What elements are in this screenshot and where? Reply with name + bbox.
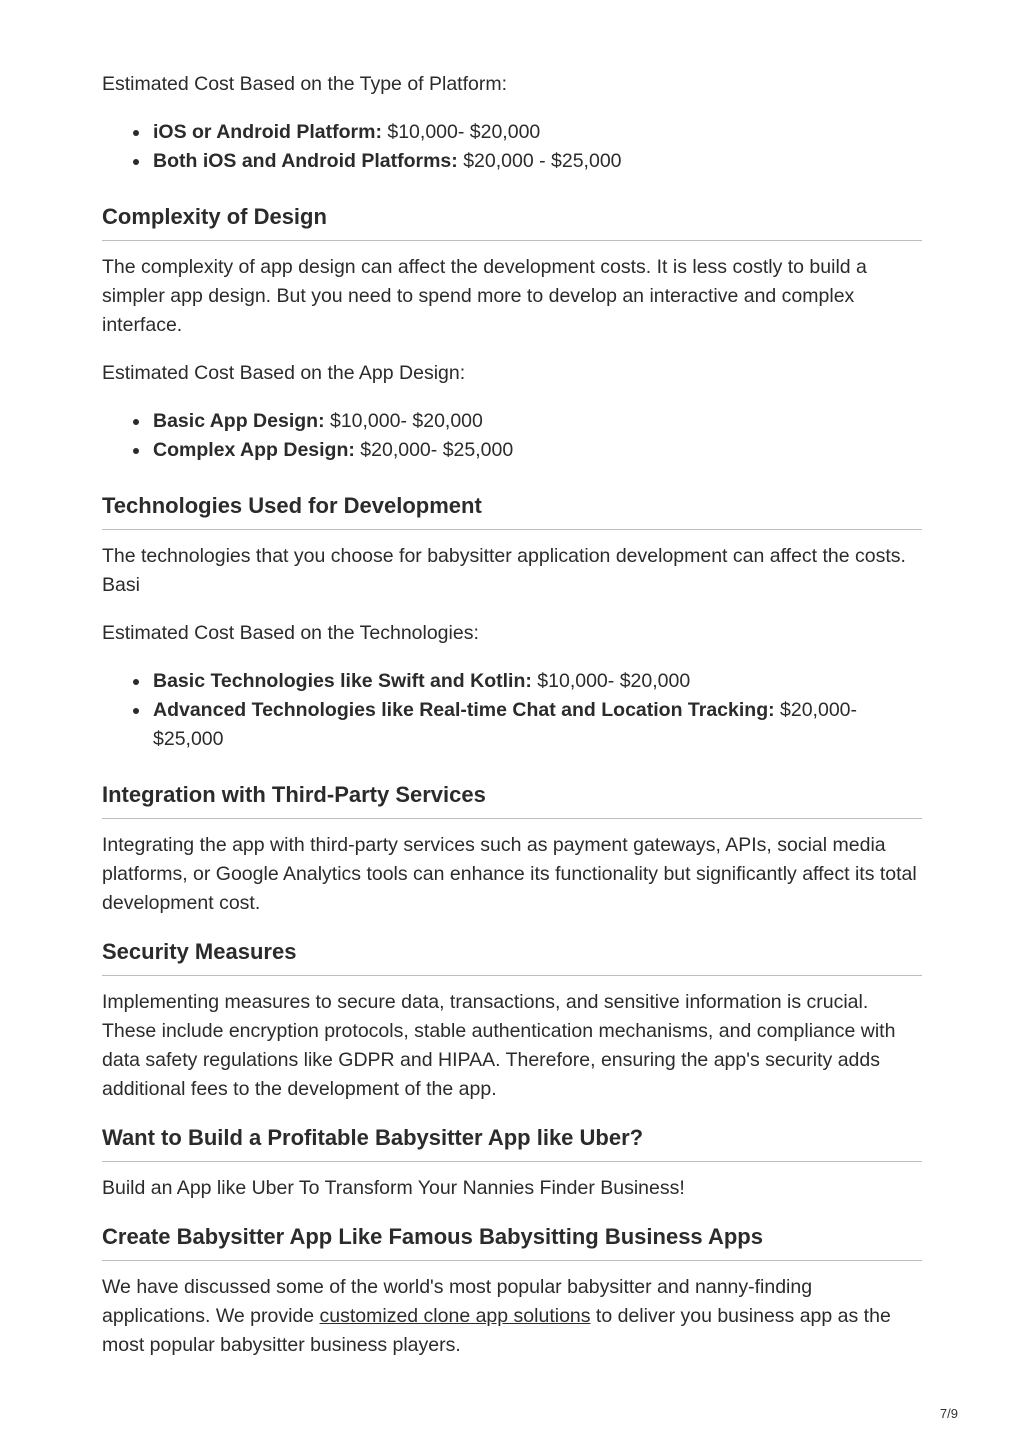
- section-body: Integrating the app with third-party services such as payment gateways, APIs, social media platforms, or Google Analytics tools can enhance its functionality but significantly affect its total development cost.: [102, 834, 917, 914]
- document-page: [102, 70, 922, 1379]
- design-cost-intro: Estimated Cost Based on the App Design:: [102, 362, 466, 384]
- section-body: The technologies that you choose for babysitter application development can affect the costs. Basi: [102, 545, 906, 596]
- section-heading: Complexity of Design: [102, 202, 922, 241]
- platform-cost-intro: Estimated Cost Based on the Type of Platform:: [102, 73, 508, 95]
- section-integration: [102, 780, 922, 918]
- section-design: [102, 202, 922, 465]
- list-item: iOS or Android Platform: $10,000- $20,000: [153, 118, 922, 147]
- list-item: Both iOS and Android Platforms: $20,000 - $25,000: [153, 147, 922, 176]
- section-body: The complexity of app design can affect the development costs. It is less costly to build a simpler app design. But you need to spend more to develop an interactive and complex interface.: [102, 256, 867, 336]
- technologies-cost-intro: Estimated Cost Based on the Technologies:: [102, 622, 479, 644]
- clone-app-solutions-link[interactable]: customized clone app solutions: [319, 1305, 591, 1327]
- section-body: Implementing measures to secure data, transactions, and sensitive information is crucial. These include encryption protocols, stable authentication mechanisms, and compliance with data safety regulations like GDPR and HIPAA. Therefore, ensuring the app's security adds additional fees to the development of the app.: [102, 991, 896, 1100]
- section-heading: Integration with Third-Party Services: [102, 780, 922, 819]
- list-item: Complex App Design: $20,000- $25,000: [153, 436, 922, 465]
- section-heading: Create Babysitter App Like Famous Babysitting Business Apps: [102, 1222, 922, 1261]
- section-security: [102, 937, 922, 1104]
- section-create: [102, 1222, 922, 1360]
- list-item: Advanced Technologies like Real-time Chat and Location Tracking: $20,000- $25,000: [153, 696, 922, 754]
- list-item: Basic Technologies like Swift and Kotlin: $10,000- $20,000: [153, 667, 922, 696]
- page-number: 7/9: [939, 1406, 958, 1421]
- section-cta: [102, 1123, 922, 1203]
- section-body: Build an App like Uber To Transform Your Nannies Finder Business!: [102, 1177, 685, 1199]
- section-heading: Security Measures: [102, 937, 922, 976]
- list-item: Basic App Design: $10,000- $20,000: [153, 407, 922, 436]
- section-heading: Want to Build a Profitable Babysitter App like Uber?: [102, 1123, 922, 1162]
- design-cost-list: [102, 407, 922, 465]
- platform-cost-list: [102, 118, 922, 176]
- technologies-cost-list: [102, 667, 922, 754]
- section-heading: Technologies Used for Development: [102, 491, 922, 530]
- section-body: We have discussed some of the world's most popular babysitter and nanny-finding applications. We provide customized clone app solutions to deliver you business app as the most popular babysitter business players.: [102, 1276, 891, 1356]
- section-technologies: [102, 491, 922, 754]
